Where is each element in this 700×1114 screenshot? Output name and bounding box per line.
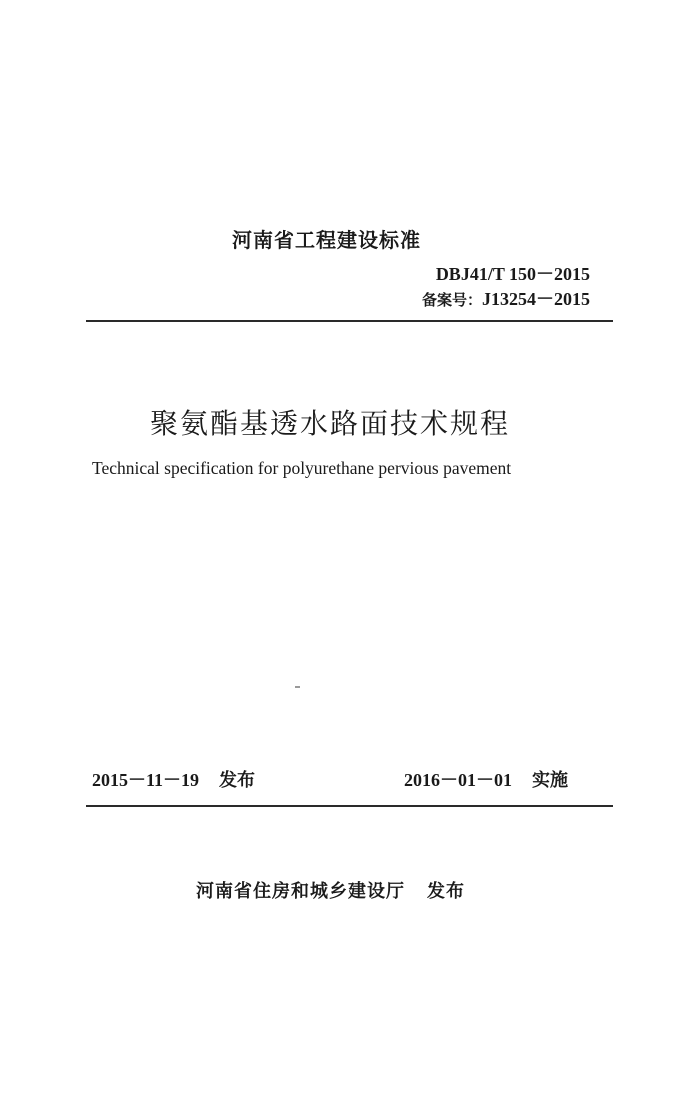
issue-date: 2015－11－19 (92, 770, 200, 790)
record-number-label: 备案号： (421, 291, 482, 309)
implementation-date-line (404, 766, 568, 792)
top-divider (86, 320, 613, 322)
implementation-date: 2016－01－01 (404, 770, 512, 790)
record-number-value: J13254－2015 (482, 289, 590, 309)
publisher-word: 发布 (427, 881, 465, 902)
record-number-line (422, 285, 590, 311)
implementation-word: 实施 (532, 770, 568, 791)
publisher-line (196, 877, 465, 903)
issue-word: 发布 (219, 770, 256, 791)
document-title-chinese: 聚氨酯基透水路面技术规程 (150, 407, 511, 440)
publisher-name: 河南省住房和城乡建设厅 (196, 881, 405, 902)
standard-series: 河南省工程建设标准 (232, 228, 421, 252)
scan-mark (295, 686, 300, 688)
standard-number: DBJ41/T 150－2015 (435, 264, 590, 284)
bottom-divider (86, 805, 613, 807)
document-title-english: Technical specification for polyurethane pervious pavement (92, 458, 512, 478)
issue-date-line (92, 766, 255, 792)
